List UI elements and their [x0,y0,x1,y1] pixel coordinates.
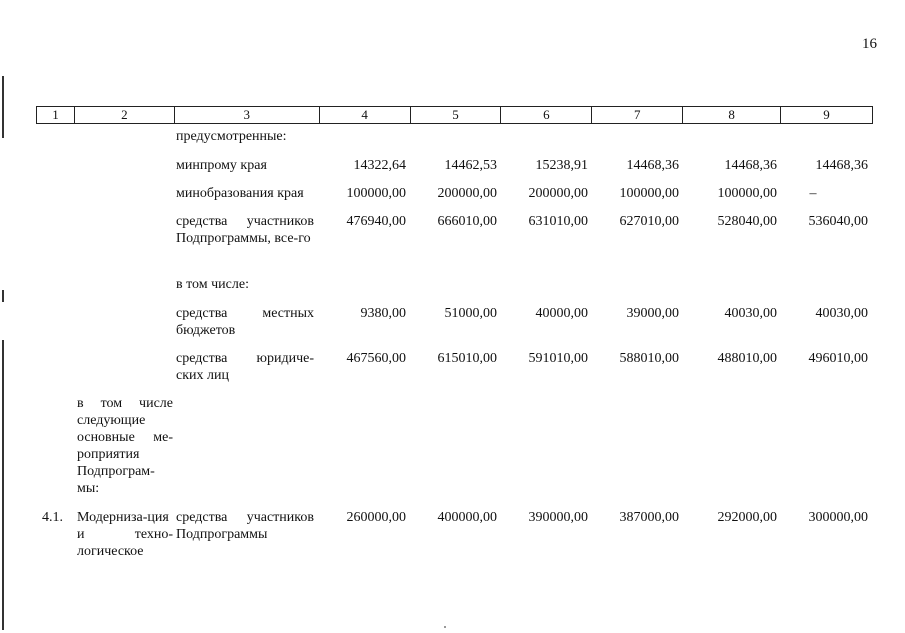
row-minobr-v4: 100000,00 [346,186,406,201]
row-legal-entities-v7: 588010,00 [619,351,679,366]
margin-rule-top [2,76,4,138]
margin-rule-bottom [2,340,4,630]
row-minprom-v4: 14322,64 [353,158,406,173]
row-legal-entities-v4: 467560,00 [346,351,406,366]
row-minobr-v6: 200000,00 [528,186,588,201]
scan-speck [444,626,446,628]
header-col-7: 7 [592,107,683,123]
row-including-label: в том числе: [176,277,249,292]
row-legal-entities-v6: 591010,00 [528,351,588,366]
row-participants-label: средства участников Подпрограммы, все-го [176,214,314,246]
row-minobr-v9: – [809,186,817,201]
header-col-8: 8 [683,107,781,123]
item-v4: 260000,00 [346,510,406,525]
column-number-header [36,106,873,124]
row-minobr-v8: 100000,00 [717,186,777,201]
row-local-budgets-v5: 51000,00 [444,306,497,321]
header-col-3: 3 [175,107,320,123]
row-minobr-label: минобразования края [176,186,304,201]
row-participants-v5: 666010,00 [437,214,497,229]
page-number: 16 [862,36,877,52]
row-provided-label: предусмотренные: [176,129,287,144]
item-v5: 400000,00 [437,510,497,525]
row-participants-v6: 631010,00 [528,214,588,229]
row-local-budgets-v4: 9380,00 [360,306,406,321]
row-minobr-v7: 100000,00 [619,186,679,201]
row-local-budgets-v6: 40000,00 [535,306,588,321]
row-participants-v7: 627010,00 [619,214,679,229]
header-col-9: 9 [823,107,830,122]
row-minprom-v5: 14462,53 [444,158,497,173]
item-source: средства участников Подпрограммы [176,510,314,542]
item-v8: 292000,00 [717,510,777,525]
row-legal-entities-v5: 615010,00 [437,351,497,366]
row-local-budgets-v8: 40030,00 [724,306,777,321]
row-minobr-v5: 200000,00 [437,186,497,201]
item-v9: 300000,00 [808,510,868,525]
main-activities-subheading: в том числе следующие основные ме-роприятия Подпрограм-мы: [77,396,173,496]
header-col-4: 4 [320,107,411,123]
row-minprom-v6: 15238,91 [535,158,588,173]
row-local-budgets-label: средства местных бюджетов [176,306,314,338]
row-participants-v4: 476940,00 [346,214,406,229]
item-v7: 387000,00 [619,510,679,525]
row-participants-v8: 528040,00 [717,214,777,229]
row-minprom-v8: 14468,36 [724,158,777,173]
row-local-budgets-v9: 40030,00 [815,306,868,321]
row-minprom-v9: 14468,36 [815,158,868,173]
row-minprom-label: минпрому края [176,158,267,173]
row-participants-v9: 536040,00 [808,214,868,229]
item-v6: 390000,00 [528,510,588,525]
row-local-budgets-v7: 39000,00 [626,306,679,321]
row-legal-entities-v8: 488010,00 [717,351,777,366]
header-col-1: 1 [37,107,75,123]
row-minprom-v7: 14468,36 [626,158,679,173]
row-legal-entities-label: средства юридиче-ских лиц [176,351,314,383]
header-col-5: 5 [411,107,502,123]
row-legal-entities-v9: 496010,00 [808,351,868,366]
header-col-2: 2 [75,107,175,123]
header-col-6: 6 [501,107,592,123]
margin-rule-mid [2,290,4,302]
item-number: 4.1. [42,510,63,525]
item-name: Модерниза-ция и техно-логическое [77,510,173,559]
